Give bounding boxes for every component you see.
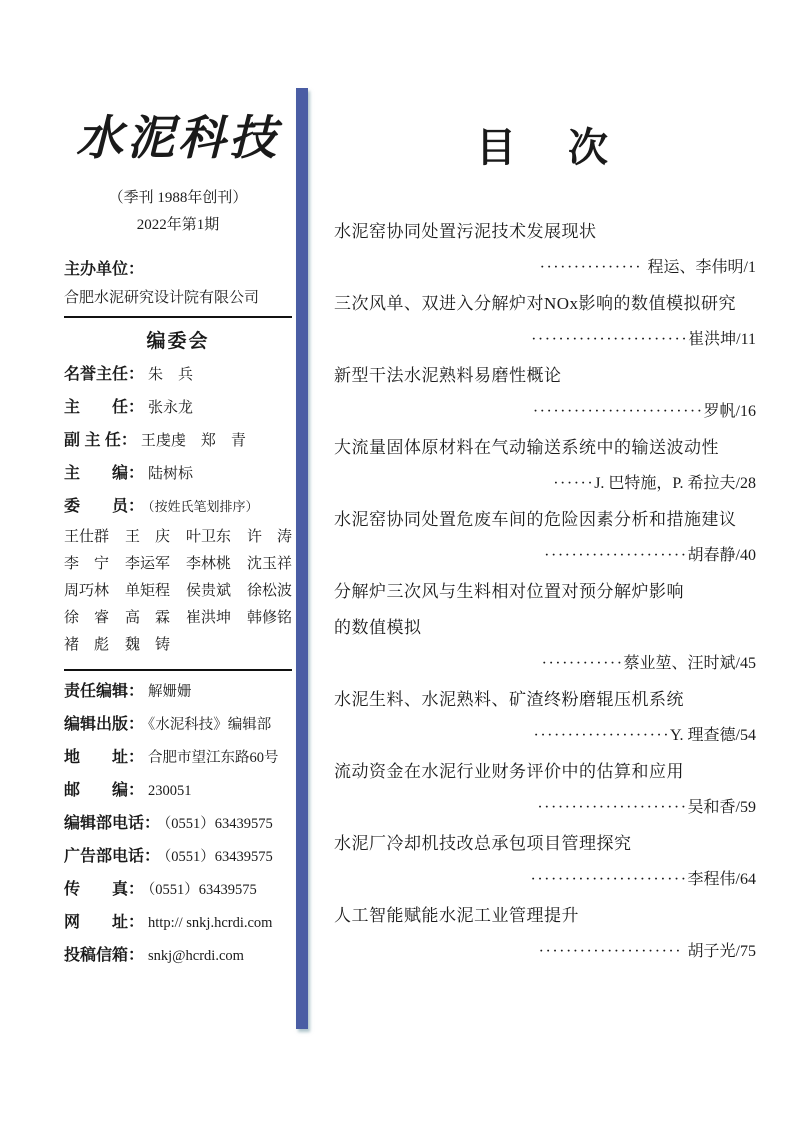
role-label: 主 任： (64, 399, 145, 416)
toc-list (334, 214, 756, 970)
authors-page: 李程伟/64 (687, 871, 756, 888)
toc-entry-authors (334, 646, 756, 682)
authors-page: 胡春静/40 (687, 547, 756, 564)
publication-info-row (64, 911, 292, 935)
committee-member-name: 魏 铸 (124, 637, 170, 653)
committee-member-name: 单矩程 (124, 583, 170, 599)
horizontal-rule (64, 316, 292, 318)
committee-member-name: 侯贵斌 (185, 583, 231, 599)
authors-page: 胡子光/75 (687, 943, 756, 960)
publication-info-row (64, 878, 292, 902)
dot-leader: ············ (541, 655, 624, 672)
board-role-row (64, 462, 292, 486)
role-value: 王虔虔 郑 青 (140, 433, 246, 449)
journal-title: 水泥科技 (76, 113, 280, 165)
dot-leader: ······ (553, 475, 595, 492)
toc-entry (334, 430, 756, 502)
info-label: 传 真： (64, 881, 145, 898)
publication-info-row (64, 713, 292, 737)
journal-info-column (64, 0, 292, 968)
toc-column (334, 0, 756, 970)
authors-page: 程运、李伟明/1 (647, 259, 756, 276)
role-label: 名誉主任： (64, 366, 145, 383)
info-label: 邮 编： (64, 782, 145, 799)
authors-page: Y. 理查德/54 (670, 727, 756, 744)
committee-member-name: 沈玉祥 (246, 556, 292, 572)
info-value: snkj@hcrdi.com (148, 948, 244, 964)
committee-member-name: 周巧林 (64, 583, 110, 599)
toc-entry (334, 682, 756, 754)
info-label: 编辑部电话： (64, 815, 161, 832)
info-value: （0551）63439575 (164, 816, 273, 832)
committee-member-name: 叶卫东 (185, 529, 231, 545)
info-value: 230051 (148, 783, 192, 799)
publication-info-row (64, 680, 292, 704)
committee-member-name: 高 霖 (124, 610, 170, 626)
info-value: 合肥市望江东路60号 (148, 750, 279, 766)
dot-leader: ······················· (530, 871, 688, 888)
toc-entry-title: 新型干法水泥熟料易磨性概论 (334, 366, 562, 385)
toc-entry-title: 水泥窑协同处置危废车间的危险因素分析和措施建议 (334, 510, 737, 529)
horizontal-rule (64, 669, 292, 671)
board-role-row (64, 495, 292, 519)
toc-entry (334, 502, 756, 574)
toc-entry-authors (334, 394, 756, 430)
editorial-board-heading: 编委会 (146, 331, 210, 352)
committee-member-name: 徐 睿 (64, 610, 110, 626)
toc-entry-title: 大流量固体原材料在气动输送系统中的输送波动性 (334, 438, 719, 457)
authors-page: 崔洪坤/11 (688, 331, 756, 348)
toc-entry-title: 三次风单、双进入分解炉对NOx影响的数值模拟研究 (334, 294, 737, 313)
committee-member-name: 徐松波 (246, 583, 292, 599)
toc-entry-authors (334, 862, 756, 898)
dot-leader: ····················· (544, 547, 688, 564)
dot-leader: ······················ (537, 799, 688, 816)
info-label: 地 址： (64, 749, 145, 766)
committee-member-name: 李林桃 (185, 556, 231, 572)
authors-page: 罗帆/16 (703, 403, 756, 420)
role-value: （按姓氏笔划排序） (148, 499, 259, 514)
toc-entry-authors (334, 718, 756, 754)
toc-entry (334, 286, 756, 358)
toc-heading: 目 次 (476, 125, 614, 170)
toc-entry-title: 水泥生料、水泥熟料、矿渣终粉磨辊压机系统 (334, 690, 684, 709)
committee-member-name: 许 涛 (246, 529, 292, 545)
toc-entry (334, 898, 756, 970)
committee-member-name: 褚 彪 (64, 637, 110, 653)
committee-member-name: 韩修铭 (246, 610, 292, 626)
toc-entry-authors (334, 250, 756, 286)
dot-leader: ···················· (533, 727, 671, 744)
role-value: 朱 兵 (148, 367, 194, 383)
toc-entry-authors (334, 322, 756, 358)
committee-member-name: 李运军 (124, 556, 170, 572)
toc-entry-authors (334, 934, 756, 970)
journal-issue: 2022年第1期 (136, 217, 220, 233)
info-label: 责任编辑： (64, 683, 145, 700)
info-label: 广告部电话： (64, 848, 161, 865)
toc-entry-title: 人工智能赋能水泥工业管理提升 (334, 906, 579, 925)
toc-entry-authors (334, 790, 756, 826)
publication-info-row (64, 746, 292, 770)
toc-entry-title: 水泥厂冷却机技改总承包项目管理探究 (334, 834, 632, 853)
role-value: 陆树标 (148, 466, 194, 482)
dot-leader: ····················· (538, 943, 688, 960)
dot-leader: ························· (532, 403, 704, 420)
role-label: 副 主 任： (64, 432, 137, 449)
toc-entry (334, 358, 756, 430)
role-value: 张永龙 (148, 400, 194, 416)
toc-entry (334, 574, 756, 682)
committee-member-name: 王仕群 (64, 529, 110, 545)
toc-entry-authors (334, 538, 756, 574)
authors-page: J. 巴特施，P. 希拉夫/28 (594, 475, 756, 492)
info-value: （0551）63439575 (164, 849, 273, 865)
committee-member-name: 王 庆 (124, 529, 170, 545)
publication-info-row (64, 944, 292, 968)
toc-entry-title: 水泥窑协同处置污泥技术发展现状 (334, 222, 597, 241)
committee-members-grid (64, 527, 292, 655)
toc-entry (334, 826, 756, 898)
publication-info-row (64, 845, 292, 869)
info-label: 网 址： (64, 914, 145, 931)
authors-page: 蔡业堃、汪时斌/45 (623, 655, 756, 672)
journal-subtitle: （季刊 1988年创刊） (108, 190, 248, 206)
organizer-name: 合肥水泥研究设计院有限公司 (64, 290, 260, 306)
committee-member-name: 李 宁 (64, 556, 110, 572)
column-divider-bar (296, 88, 308, 1029)
toc-entry (334, 214, 756, 286)
role-label: 主 编： (64, 465, 145, 482)
organizer-label: 主办单位： (64, 261, 145, 278)
publication-info-row (64, 779, 292, 803)
board-role-row (64, 429, 292, 453)
toc-entry (334, 754, 756, 826)
info-label: 编辑出版： (64, 716, 145, 733)
info-value: http:// snkj.hcrdi.com (148, 915, 273, 931)
toc-entry-authors (334, 466, 756, 502)
board-role-row (64, 396, 292, 420)
authors-page: 吴和香/59 (687, 799, 756, 816)
committee-member-name: 崔洪坤 (185, 610, 231, 626)
board-role-row (64, 363, 292, 387)
info-value: 《水泥科技》编辑部 (148, 717, 272, 733)
info-label: 投稿信箱： (64, 947, 145, 964)
dot-leader: ······················· (531, 331, 689, 348)
info-value: 解姗姗 (148, 684, 192, 700)
toc-entry-title-line2: 的数值模拟 (334, 618, 422, 637)
toc-entry-title: 流动资金在水泥行业财务评价中的估算和应用 (334, 762, 684, 781)
role-label: 委 员： (64, 498, 145, 515)
info-value: （0551）63439575 (148, 882, 257, 898)
publication-info-row (64, 812, 292, 836)
toc-entry-title: 分解炉三次风与生料相对位置对预分解炉影响 (334, 582, 684, 601)
dot-leader: ··············· (539, 259, 648, 276)
